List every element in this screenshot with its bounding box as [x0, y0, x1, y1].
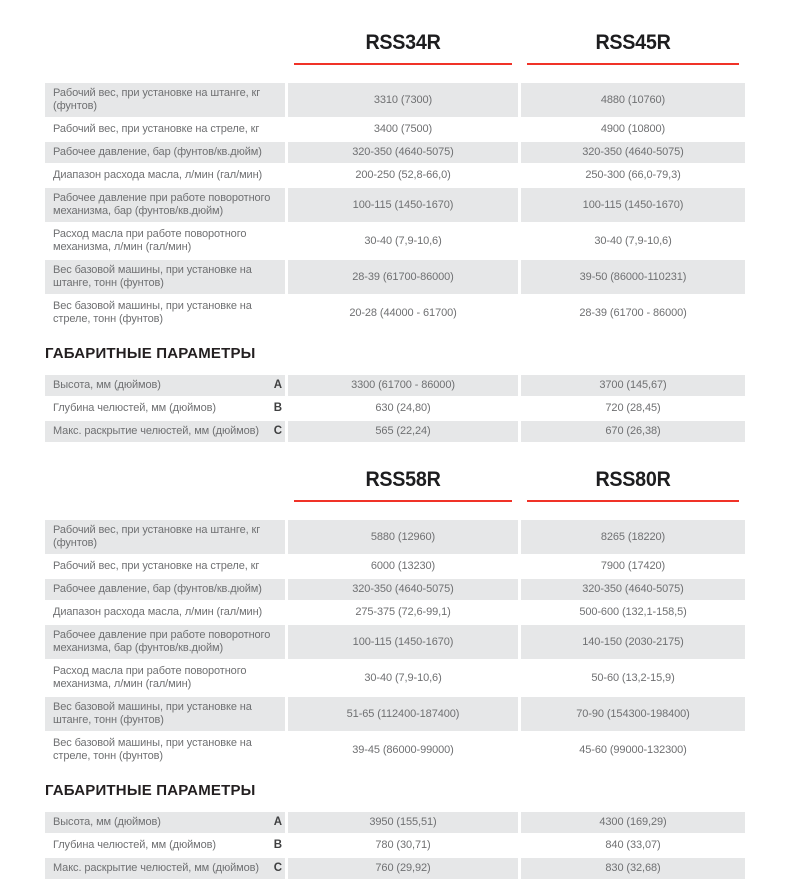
model-name: RSS80R — [595, 468, 671, 491]
dim-table — [45, 375, 745, 442]
table-row — [45, 142, 745, 163]
table-row — [45, 661, 745, 695]
table-row — [45, 835, 745, 856]
table-row — [45, 602, 745, 623]
dim-label-cell — [45, 421, 285, 442]
spec-value-2: 7900 (17420) — [600, 560, 666, 572]
table-row — [45, 625, 745, 659]
dim-label-cell — [45, 398, 285, 419]
table-row — [45, 83, 745, 117]
table-row — [45, 398, 745, 419]
spec-value-2: 45-60 (99000-132300) — [579, 743, 687, 756]
dim-value-2: 670 (26,38) — [521, 421, 745, 442]
spec-label: Рабочее давление, бар (фунтов/кв.дюйм) — [45, 142, 285, 163]
dim-letter: A — [273, 816, 282, 828]
spec-label: Вес базовой машины, при установке на стреле, тонн (фунтов) — [53, 300, 252, 325]
spec-value-1: 30-40 (7,9-10,6) — [364, 234, 442, 247]
model-name: RSS34R — [365, 31, 441, 54]
dim-value-1: 3300 (61700 - 86000) — [288, 375, 518, 396]
spec-value-1: 3310 (7300) — [288, 83, 518, 117]
spec-table — [45, 83, 745, 330]
dim-label-cell — [45, 375, 285, 396]
dim-label-cell — [45, 858, 285, 879]
spec-value-2: 140-150 (2030-2175) — [521, 625, 745, 659]
spec-value-2: 30-40 (7,9-10,6) — [594, 234, 672, 247]
spec-label: Рабочее давление, бар (фунтов/кв.дюйм) — [45, 579, 285, 600]
spec-value-2: 100-115 (1450-1670) — [521, 188, 745, 222]
dim-value-1: 3950 (155,51) — [288, 812, 518, 833]
spec-label: Рабочий вес, при установке на стреле, кг — [53, 123, 260, 135]
spec-label: Расход масла при работе поворотного механизма, л/мин (гал/мин) — [53, 665, 247, 690]
spec-value-2: 250-300 (66,0-79,3) — [585, 169, 681, 181]
table-row — [45, 296, 745, 330]
header-spacer — [45, 467, 285, 502]
model-column-header — [521, 30, 745, 65]
table-row — [45, 165, 745, 186]
table-row — [45, 556, 745, 577]
model-column-header — [288, 467, 518, 502]
spec-value-2: 70-90 (154300-198400) — [521, 697, 745, 731]
dim-value-2: 3700 (145,67) — [521, 375, 745, 396]
spec-value-1: 30-40 (7,9-10,6) — [364, 671, 442, 684]
spec-value-2: 28-39 (61700 - 86000) — [579, 306, 687, 319]
spec-label: Рабочее давление при работе поворотного механизма, бар (фунтов/кв.дюйм) — [45, 625, 285, 659]
dim-letter: C — [273, 425, 282, 437]
dim-letter: B — [273, 402, 282, 414]
spec-value-2: 4900 (10800) — [600, 123, 666, 135]
dim-value-1: 760 (29,92) — [288, 858, 518, 879]
dim-value-2: 4300 (169,29) — [521, 812, 745, 833]
spec-label: Расход масла при работе поворотного механизма, л/мин (гал/мин) — [53, 228, 247, 253]
dim-value-1: 780 (30,71) — [375, 839, 431, 851]
spec-value-2: 39-50 (86000-110231) — [521, 260, 745, 294]
table-row — [45, 119, 745, 140]
dim-label: Глубина челюстей, мм (дюймов) — [53, 839, 216, 851]
model-header-row — [45, 467, 745, 502]
model-name: RSS58R — [365, 468, 441, 491]
table-row — [45, 812, 745, 833]
spec-value-1: 200-250 (52,8-66,0) — [355, 169, 451, 181]
spec-label: Вес базовой машины, при установке на штанге, тонн (фунтов) — [45, 697, 285, 731]
table-row — [45, 224, 745, 258]
dim-value-1: 630 (24,80) — [375, 402, 431, 414]
spec-value-2: 320-350 (4640-5075) — [521, 579, 745, 600]
dim-letter: C — [273, 862, 282, 874]
spec-sections — [45, 30, 745, 879]
dimensions-heading: ГАБАРИТНЫЕ ПАРАМЕТРЫ — [45, 345, 256, 362]
spec-value-1: 6000 (13230) — [370, 560, 436, 572]
spec-value-1: 320-350 (4640-5075) — [288, 579, 518, 600]
table-row — [45, 697, 745, 731]
table-row — [45, 260, 745, 294]
dim-label: Макс. раскрытие челюстей, мм (дюймов) — [53, 425, 259, 437]
spec-label: Рабочее давление при работе поворотного механизма, бар (фунтов/кв.дюйм) — [45, 188, 285, 222]
spec-label: Диапазон расхода масла, л/мин (гал/мин) — [53, 169, 263, 181]
dimensions-heading: ГАБАРИТНЫЕ ПАРАМЕТРЫ — [45, 782, 256, 799]
table-row — [45, 579, 745, 600]
spec-label: Рабочий вес, при установке на штанге, кг (фунтов) — [45, 520, 285, 554]
table-row — [45, 520, 745, 554]
table-row — [45, 188, 745, 222]
table-row — [45, 421, 745, 442]
dim-letter: B — [273, 839, 282, 851]
spec-value-1: 100-115 (1450-1670) — [288, 188, 518, 222]
header-spacer — [45, 30, 285, 65]
model-name: RSS45R — [595, 31, 671, 54]
dim-value-2: 720 (28,45) — [605, 402, 661, 414]
model-section — [45, 467, 745, 879]
spec-label: Вес базовой машины, при установке на стреле, тонн (фунтов) — [53, 737, 252, 762]
dim-value-1: 565 (22,24) — [288, 421, 518, 442]
table-row — [45, 733, 745, 767]
model-underline — [527, 500, 739, 502]
spec-value-2: 50-60 (13,2-15,9) — [591, 671, 675, 684]
spec-value-1: 320-350 (4640-5075) — [288, 142, 518, 163]
dim-value-2: 840 (33,07) — [605, 839, 661, 851]
spec-table — [45, 520, 745, 767]
spec-label: Рабочий вес, при установке на штанге, кг (фунтов) — [45, 83, 285, 117]
dim-label: Макс. раскрытие челюстей, мм (дюймов) — [53, 862, 259, 874]
spec-value-1: 5880 (12960) — [288, 520, 518, 554]
dim-letter: A — [273, 379, 282, 391]
dim-label: Глубина челюстей, мм (дюймов) — [53, 402, 216, 414]
model-header-row — [45, 30, 745, 65]
spec-value-2: 8265 (18220) — [521, 520, 745, 554]
model-underline — [294, 63, 512, 65]
spec-value-1: 3400 (7500) — [373, 123, 433, 135]
model-section — [45, 30, 745, 442]
dim-label: Высота, мм (дюймов) — [53, 379, 161, 391]
model-column-header — [521, 467, 745, 502]
dim-table — [45, 812, 745, 879]
spec-value-1: 28-39 (61700-86000) — [288, 260, 518, 294]
dim-label-cell — [45, 812, 285, 833]
spec-value-2: 320-350 (4640-5075) — [521, 142, 745, 163]
dim-label-cell — [45, 835, 285, 856]
spec-value-1: 100-115 (1450-1670) — [288, 625, 518, 659]
spec-value-2: 500-600 (132,1-158,5) — [579, 606, 687, 618]
spec-label: Рабочий вес, при установке на стреле, кг — [53, 560, 260, 572]
spec-value-2: 4880 (10760) — [521, 83, 745, 117]
spec-label: Диапазон расхода масла, л/мин (гал/мин) — [53, 606, 263, 618]
spec-value-1: 39-45 (86000-99000) — [352, 743, 454, 756]
table-row — [45, 375, 745, 396]
dim-value-2: 830 (32,68) — [521, 858, 745, 879]
spec-value-1: 51-65 (112400-187400) — [288, 697, 518, 731]
spec-label: Вес базовой машины, при установке на штанге, тонн (фунтов) — [45, 260, 285, 294]
dim-label: Высота, мм (дюймов) — [53, 816, 161, 828]
spec-value-1: 20-28 (44000 - 61700) — [349, 306, 457, 319]
table-row — [45, 858, 745, 879]
model-underline — [527, 63, 739, 65]
spec-value-1: 275-375 (72,6-99,1) — [355, 606, 451, 618]
model-underline — [294, 500, 512, 502]
model-column-header — [288, 30, 518, 65]
